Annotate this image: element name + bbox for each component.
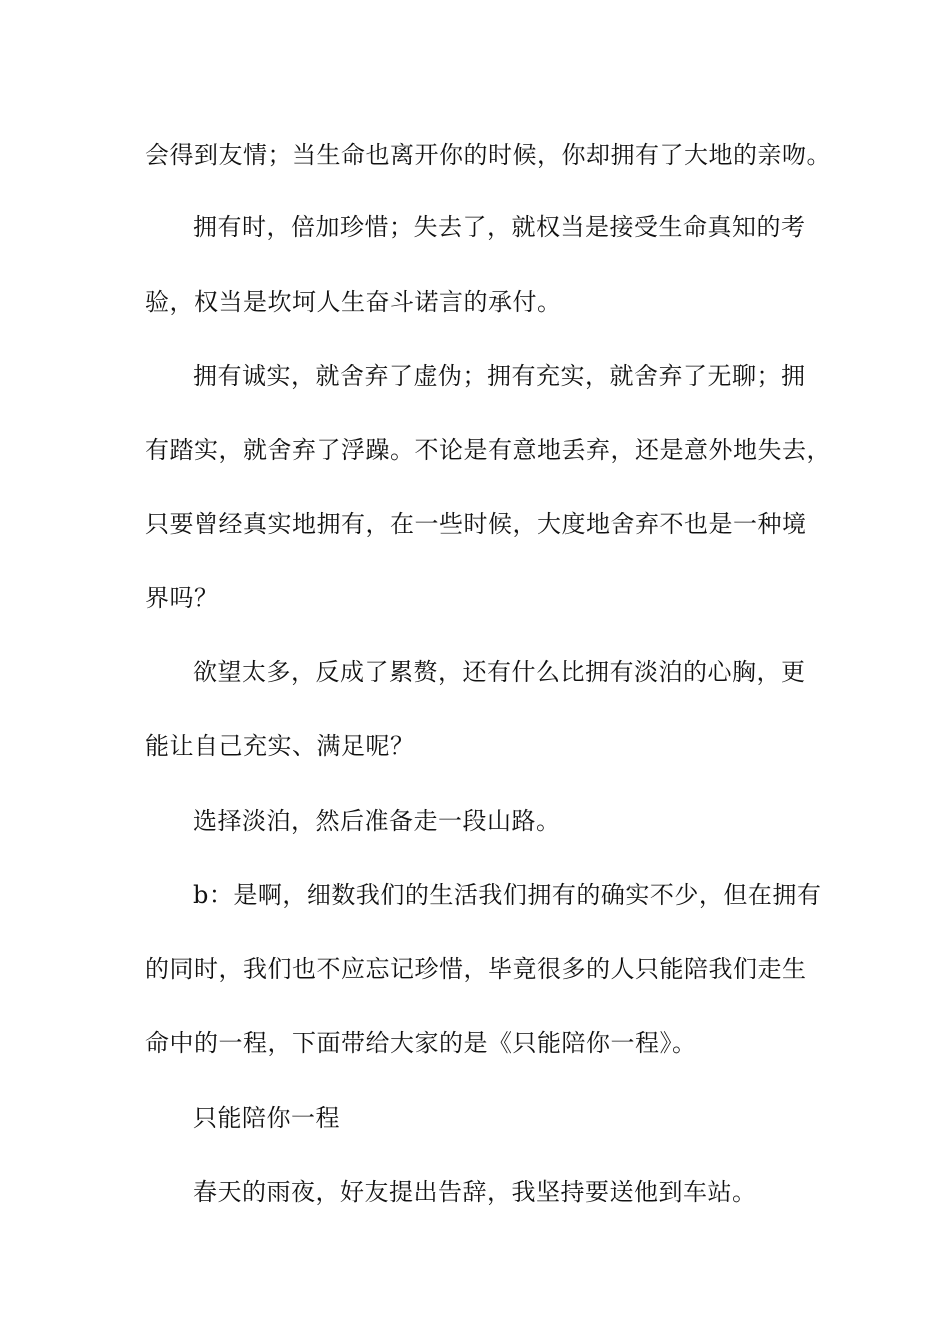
text-line: 验，权当是坎坷人生奋斗诺言的承付。 bbox=[145, 288, 562, 316]
text-line: 界吗？ bbox=[145, 584, 219, 612]
paragraph-first-line: 拥有诚实，就舍弃了虚伪；拥有充实，就舍弃了无聊；拥 bbox=[193, 362, 806, 390]
paragraph-first-line: 选择淡泊，然后准备走一段山路。 bbox=[193, 807, 561, 835]
text-line: 会得到友情；当生命也离开你的时候，你却拥有了大地的亲吻。 bbox=[145, 141, 831, 169]
paragraph-first-line: 拥有时，倍加珍惜；失去了，就权当是接受生命真知的考 bbox=[193, 213, 806, 241]
text-line: 的同时，我们也不应忘记珍惜，毕竟很多的人只能陪我们走生 bbox=[145, 955, 807, 983]
text-line: 命中的一程，下面带给大家的是《只能陪你一程》。 bbox=[145, 1029, 697, 1057]
paragraph-first-line: b：是啊，细数我们的生活我们拥有的确实不少，但在拥有 bbox=[193, 881, 822, 909]
text-line: 有踏实，就舍弃了浮躁。不论是有意地丢弃，还是意外地失去， bbox=[145, 436, 831, 464]
text-line: 能让自己充实、满足呢？ bbox=[145, 732, 415, 760]
section-title: 只能陪你一程 bbox=[193, 1104, 340, 1132]
paragraph-first-line: 欲望太多，反成了累赘，还有什么比拥有淡泊的心胸，更 bbox=[193, 658, 806, 686]
text-line: 只要曾经真实地拥有，在一些时候，大度地舍弃不也是一种境 bbox=[145, 510, 807, 538]
paragraph-first-line: 春天的雨夜，好友提出告辞，我坚持要送他到车站。 bbox=[193, 1178, 757, 1206]
